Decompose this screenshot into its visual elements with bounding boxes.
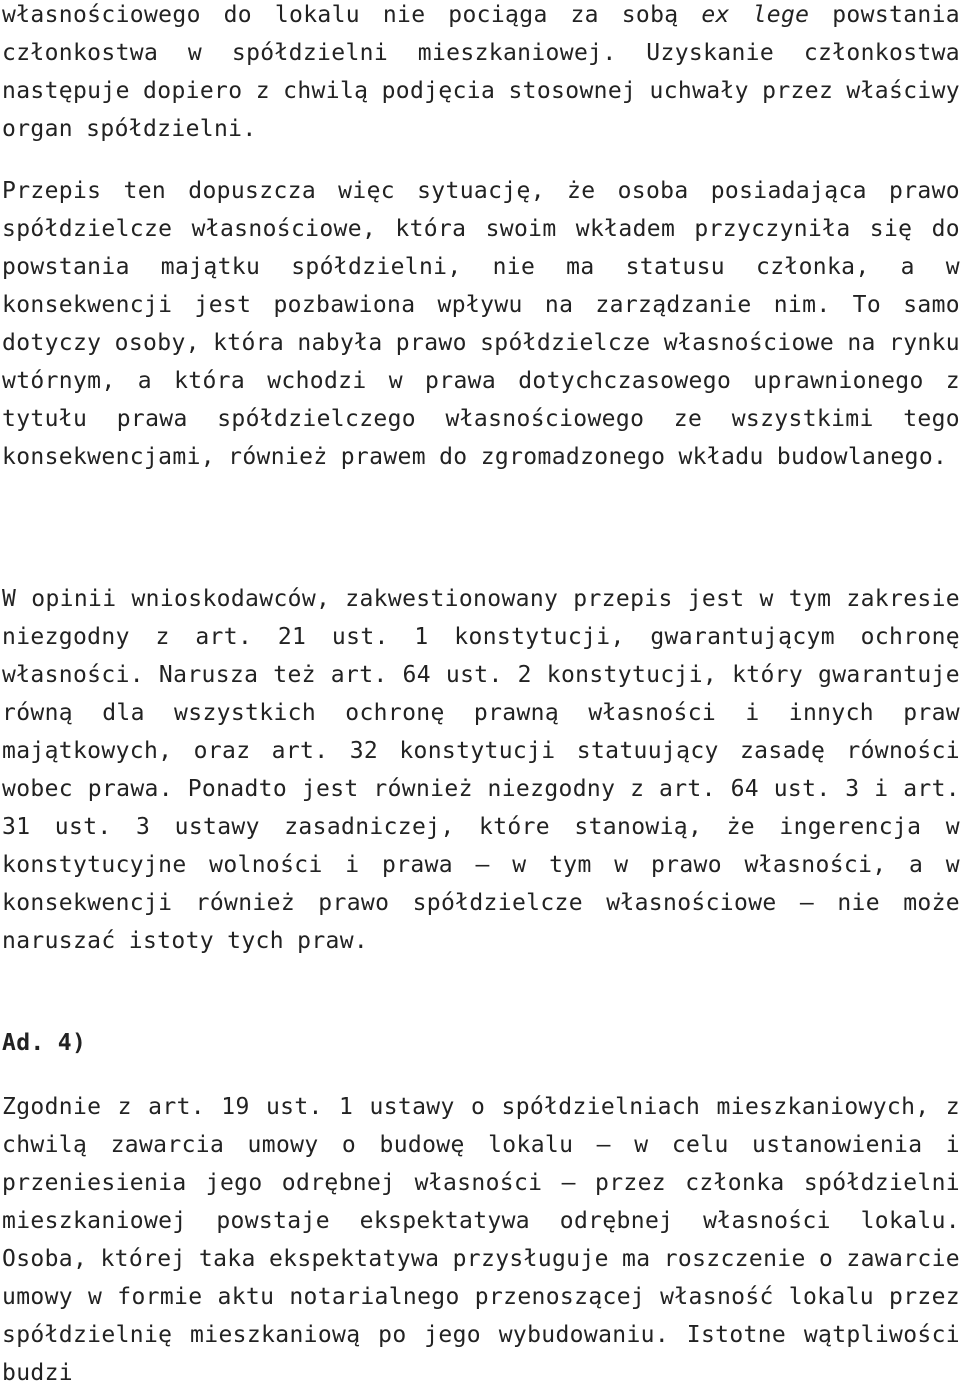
paragraph-article-19: Zgodnie z art. 19 ust. 1 ustawy o spółdzielniach mieszkaniowych, z chwilą zawarcia umowy o budowę lokalu — w celu ustanowienia i przeniesienia jego odrębnej własności — przez członka spółdzielni mieszkaniowej powstaje ekspektatywa odrębnej własności lokalu. Osoba, której taka ekspektatywa przysługuje ma roszczenie o zawarcie umowy w formie aktu notarialnego przenoszącej własność lokalu przez spółdzielnię mieszkaniową po jego wybudowaniu. Istotne wątpliwości budzi [2,1094,960,1386]
paragraph-provision-situation: Przepis ten dopuszcza więc sytuację, że osoba posiadająca prawo spółdzielcze własnościowe, która swoim wkładem przyczyniła się do powstania majątku spółdzielni, nie ma statusu członka, a w konsekwencji jest pozbawiona wpływu na zarządzanie nim. To samo dotyczy osoby, która nabyła prawo spółdzielcze własnościowe na rynku wtórnym, a która wchodzi w prawa dotychczasowego uprawnionego z tytułu prawa spółdzielczego własnościowego ze wszystkimi tego konsekwencjami, również prawem do zgromadzonego wkładu budowlanego. [2,178,960,470]
italic-phrase: ex lege [701,2,810,28]
paragraph-membership-continuation [2,0,960,148]
text-segment: własnościowego do lokalu nie pociąga za sobą [2,2,702,28]
paragraph-applicants-opinion: W opinii wnioskodawców, zakwestionowany przepis jest w tym zakresie niezgodny z art. 21 ust. 1 konstytucji, gwarantującym ochronę własności. Narusza też art. 64 ust. 2 konstytucji, który gwarantuje równą dla wszystkich ochronę prawną własności i innych praw majątkowych, oraz art. 32 konstytucji statuujący zasadę równości wobec prawa. Ponadto jest również niezgodny z art. 64 ust. 3 i art. 31 ust. 3 ustawy zasadniczej, które stanowią, że ingerencja w konstytucyjne wolności i prawa — w tym w prawo własności, a w konsekwencji również prawo spółdzielcze własnościowe — nie może naruszać istoty tych praw. [2,586,960,954]
text-segment: powstania członkostwa w spółdzielni mieszkaniowej. Uzyskanie członkostwa następuje dopiero z chwilą podjęcia stosownej uchwały przez właściwy organ spółdzielni. [2,2,960,142]
section-heading-ad-4: Ad. 4) [2,1030,87,1056]
